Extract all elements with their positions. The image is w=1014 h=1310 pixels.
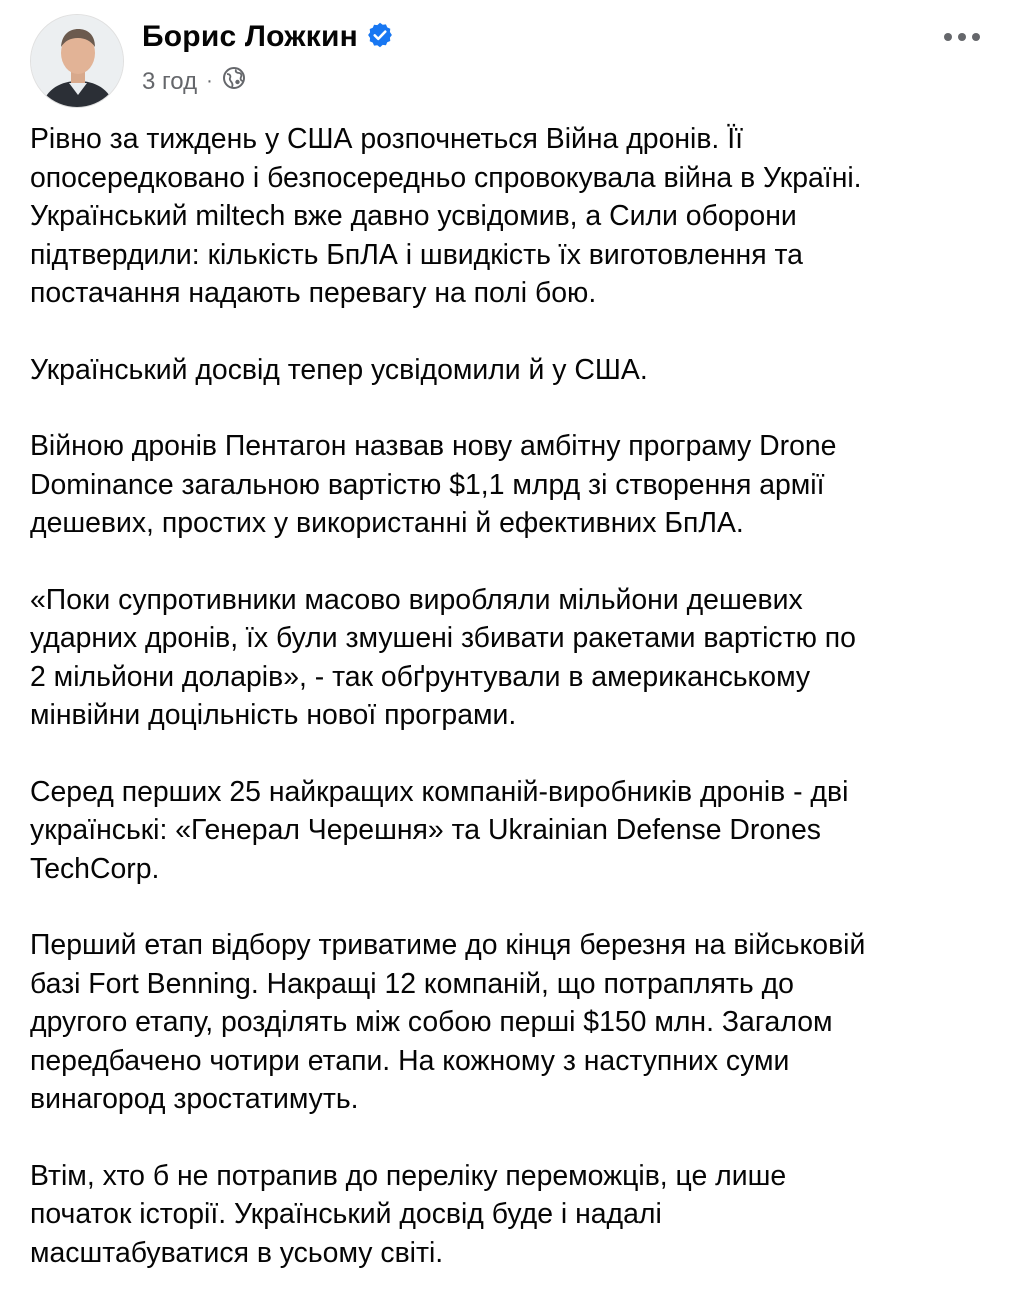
more-dot	[972, 33, 980, 41]
post-paragraph: Рівно за тиждень у США розпочнеться Війна дронів. Її опосередковано і безпосередньо спровокувала війна в Україні. Український miltech вже давно усвідомив, а Сили оборони підтвердили: кількість БпЛА і швидкість їх виготовлення та постачання надають перевагу на полі бою.	[30, 123, 862, 309]
post-paragraph: Серед перших 25 найкращих компаній-виробників дронів - дві українські: «Генерал Черешня» та Ukrainian Defense Drones TechCorp.	[30, 775, 849, 885]
post-body	[30, 120, 995, 1310]
post-timestamp[interactable]: 3 год	[142, 67, 198, 95]
author-name-text[interactable]: Борис Ложкин	[142, 20, 358, 53]
post-header	[30, 14, 990, 104]
meta-separator: ·	[206, 70, 213, 92]
post-paragraph: Перший етап відбору триватиме до кінця березня на військовій базі Fort Benning. Накращі 12 компаній, що потраплять до другого етапу, розділять між собою перші $150 млн. Загалом передбачено чотири етапи. На кожному з наступних суми винагород зростатимуть.	[30, 929, 866, 1115]
post-paragraph: Втім, хто б не потрапив до переліку переможців, це лише початок історії. Український досвід буде і надалі масштабуватися в усьому світі.	[30, 1159, 787, 1269]
post-paragraph: Війною дронів Пентагон назвав нову амбітну програму Drone Dominance загальною вартістю $1,1 млрд зі створення армії дешевих, простих у використанні й ефективних БпЛА.	[30, 430, 837, 539]
globe-icon[interactable]	[222, 66, 246, 97]
more-options-icon[interactable]	[940, 22, 984, 52]
post-paragraph: Український досвід тепер усвідомили й у США.	[30, 353, 648, 386]
post-meta	[142, 66, 246, 97]
author-name[interactable]	[142, 20, 394, 57]
author-avatar[interactable]	[30, 14, 124, 108]
verified-badge-icon	[366, 21, 394, 57]
more-dot	[944, 33, 952, 41]
post-paragraph: «Поки супротивники масово виробляли мільйони дешевих ударних дронів, їх були змушені збивати ракетами вартістю по 2 мільйони доларів», - так обґрунтували в американському мінвійни доцільність нової програми.	[30, 583, 856, 731]
more-dot	[958, 33, 966, 41]
